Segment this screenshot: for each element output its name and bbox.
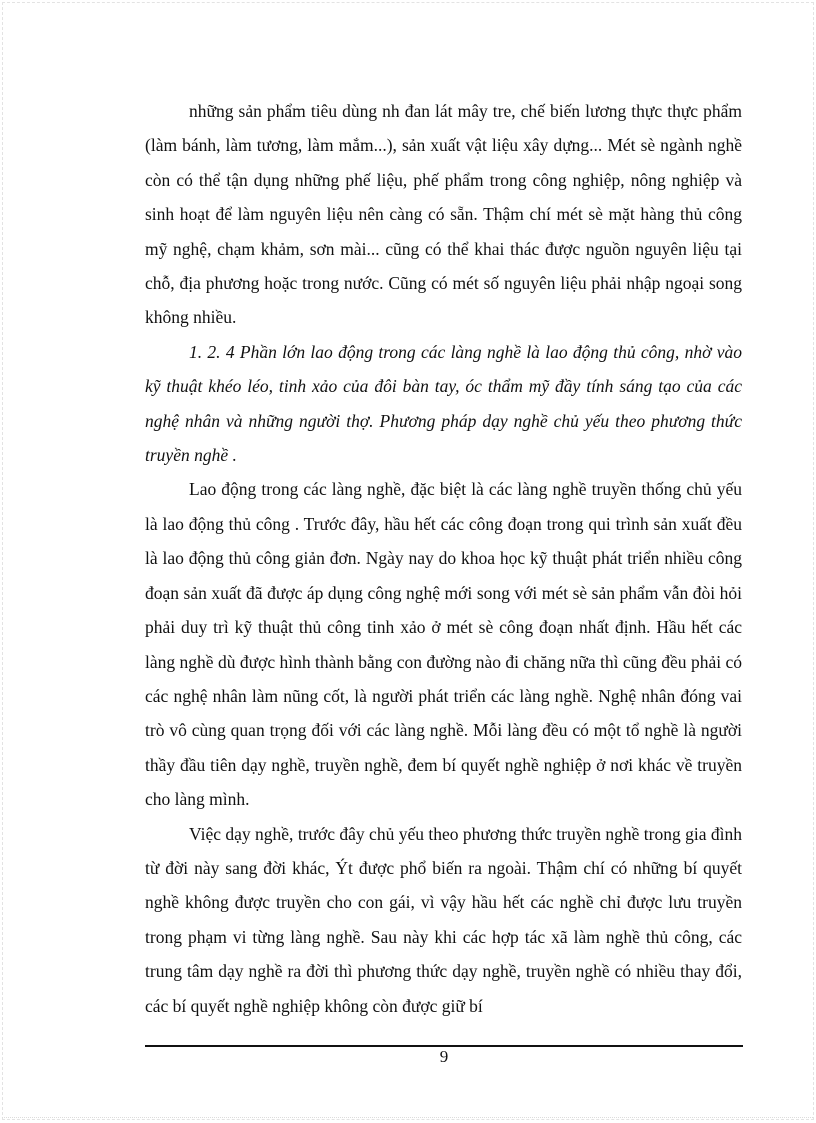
paragraph-teaching: Việc dạy nghề, trước đây chủ yếu theo phương thức truyền nghề trong gia đình từ đời này sang đời khác, Ýt được phổ biến ra ngoài. Thậm chí có những bí quyết nghề không được truyền cho con gái, vì vậy hầu hết các nghề chỉ được lưu truyền trong phạm vi từng làng nghề. Sau này khi các hợp tác xã làm nghề thủ công, các trung tâm dạy nghề ra đời thì phương thức dạy nghề, truyền nghề có nhiều thay đổi, các bí quyết nghề nghiệp không còn được giữ bí (145, 823, 742, 1016)
paragraph-products: những sản phẩm tiêu dùng nh đan lát mây tre, chế biến lương thực thực phẩm (làm bánh, làm tương, làm mắm...), sản xuất vật liệu xây dựng... Mét sè ngành nghề còn có thể tận dụng những phế liệu, phế phẩm trong công nghiệp, nông nghiệp và sinh hoạt để làm nguyên liệu nên càng có sẵn. Thậm chí mét sè mặt hàng thủ công mỹ nghệ, chạm khảm, sơn mài... cũng có thể khai thác được nguồn nguyên liệu tại chỗ, địa phương hoặc trong nước. Cũng có mét số nguyên liệu phải nhập ngoại song không nhiều. (145, 101, 742, 328)
page-bottom-edge (2, 1117, 813, 1118)
section-heading-1-2-4: 1. 2. 4 Phần lớn lao động trong các làng nghề là lao động thủ công, nhờ vào kỹ thuật khéo léo, tinh xảo của đôi bàn tay, óc thẩm mỹ đầy tính sáng tạo của các nghệ nhân và những người thợ. Phương pháp dạy nghề chủ yếu theo phương thức truyền nghề . (145, 341, 742, 466)
paragraph-labor: Lao động trong các làng nghề, đặc biệt là các làng nghề truyền thống chủ yếu là lao động thủ công . Trước đây, hầu hết các công đoạn trong qui trình sản xuất đều là lao động thủ công giản đơn. Ngày nay do khoa học kỹ thuật phát triển nhiều công đoạn sản xuất đã được áp dụng công nghệ mới song với mét sè sản phẩm vẫn đòi hỏi phải duy trì kỹ thuật thủ công tinh xảo ở mét sè công đoạn nhất định. Hầu hết các làng nghề dù được hình thành bằng con đường nào đi chăng nữa thì cũng đều phải có các nghệ nhân làm nũng cốt, là người phát triển các làng nghề. Nghệ nhân đóng vai trò vô cùng quan trọng đối với các làng nghề. Mỗi làng đều có một tổ nghề là người thầy đầu tiên dạy nghề, truyền nghề, đem bí quyết nghề nghiệp ở nơi khác về truyền cho làng mình. (145, 479, 742, 810)
document-body (145, 94, 742, 1023)
page-number: 9 (439, 1047, 449, 1066)
